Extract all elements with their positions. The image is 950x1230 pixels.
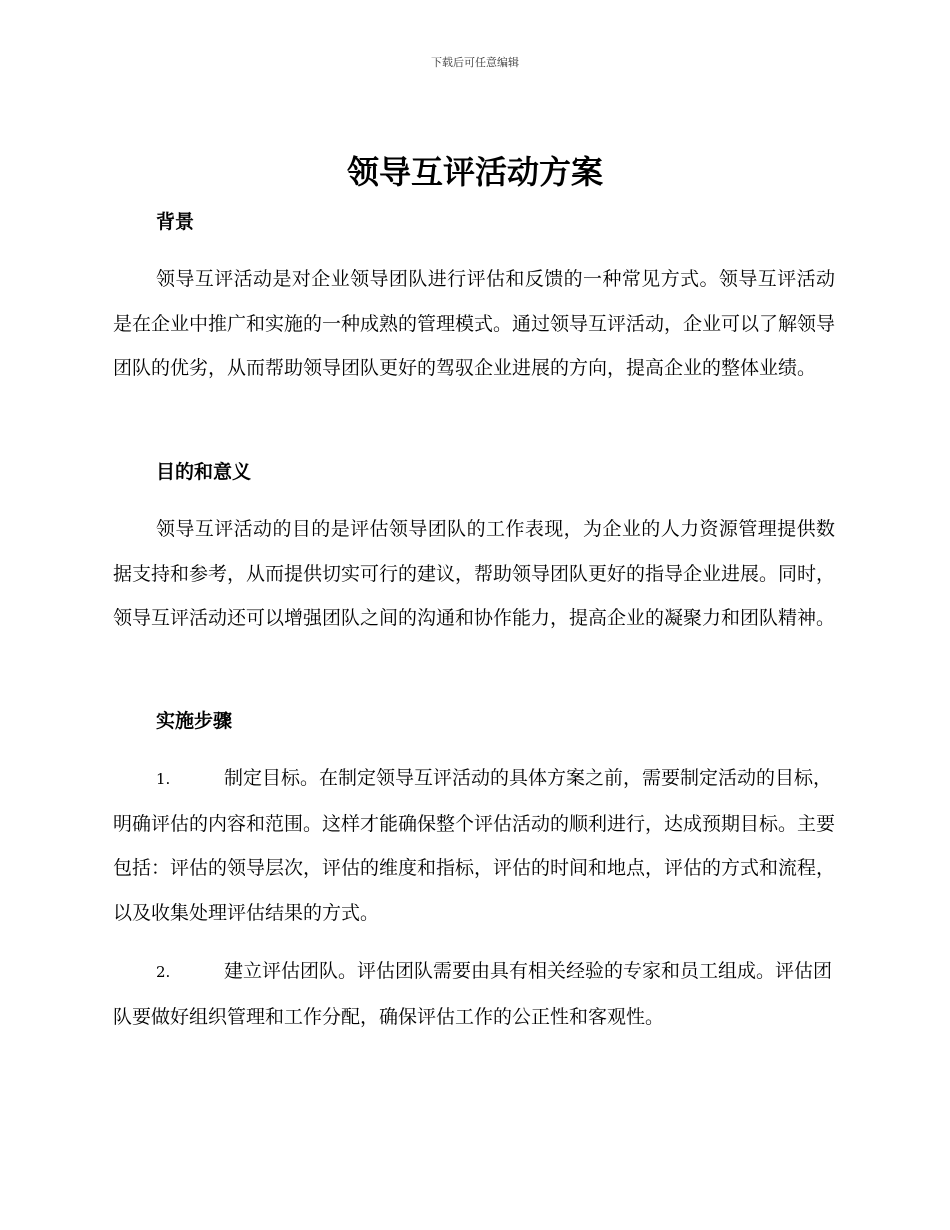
step-list-item xyxy=(113,756,835,935)
section-heading-background: 背景 xyxy=(156,211,195,233)
document-title: 领导互评活动方案 xyxy=(346,153,603,191)
section-heading-purpose: 目的和意义 xyxy=(156,461,252,483)
step-text: 制定目标。在制定领导互评活动的具体方案之前，需要制定活动的目标，明确评估的内容和范围。这样才能确保整个评估活动的顺利进行，达成预期目标。主要包括：评估的领导层次，评估的维度和指标，评估的时间和地点，评估的方式和流程，以及收集处理评估结果的方式。 xyxy=(113,767,836,924)
section-body-background: 领导互评活动是对企业领导团队进行评估和反馈的一种常见方式。领导互评活动是在企业中推广和实施的一种成熟的管理模式。通过领导互评活动，企业可以了解领导团队的优劣，从而帮助领导团队更好的驾驭企业进展的方向，提高企业的整体业绩。 xyxy=(113,268,836,379)
section-body-purpose: 领导互评活动的目的是评估领导团队的工作表现，为企业的人力资源管理提供数据支持和参考，从而提供切实可行的建议，帮助领导团队更好的指导企业进展。同时，领导互评活动还可以增强团队之间的沟通和协作能力，提高企业的凝聚力和团队精神。 xyxy=(113,518,836,629)
step-text: 建立评估团队。评估团队需要由具有相关经验的专家和员工组成。评估团队要做好组织管理和工作分配，确保评估工作的公正性和客观性。 xyxy=(113,960,833,1028)
section-heading-steps: 实施步骤 xyxy=(156,710,233,732)
step-list-item xyxy=(113,949,835,1039)
page-header-note: 下载后可任意编辑 xyxy=(431,56,519,69)
step-number: 1. xyxy=(156,770,171,788)
step-number: 2. xyxy=(156,963,171,981)
